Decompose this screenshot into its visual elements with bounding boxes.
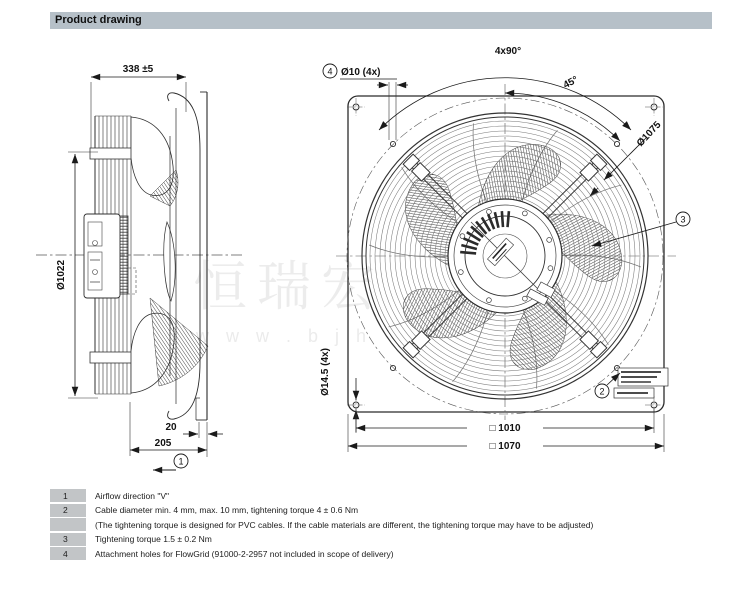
dim-flowgrid-hole-label: Ø10 (4x): [341, 67, 381, 78]
table-row: [50, 489, 712, 502]
dim-plate-offset-label: 20: [165, 422, 177, 433]
dim-pitch-circle-label: Ø1075: [634, 119, 664, 150]
note-number: 1: [50, 489, 86, 502]
notes-table: [50, 489, 712, 562]
section-title-bar: Product drawing: [50, 12, 712, 29]
callout-3-label: 3: [680, 214, 686, 225]
note-number: 4: [50, 547, 86, 560]
dim-fan-diameter-label: Ø1022: [56, 259, 67, 291]
dim-flowgrid-hole: [323, 64, 408, 140]
note-text: (The tightening torque is designed for PVC cables. If the cable materials are different, the tightening torque may have to be adjusted): [86, 518, 655, 531]
dim-hole-angle: [505, 74, 620, 141]
note-text: Airflow direction "V": [86, 489, 712, 502]
nameplate: [614, 368, 668, 398]
note-number: 3: [50, 533, 86, 546]
callout-2-label: 2: [599, 386, 605, 397]
note-text: Attachment holes for FlowGrid (91000-2-2957 not included in scope of delivery): [86, 547, 712, 560]
note-text: Tightening torque 1.5 ± 0.2 Nm: [86, 533, 712, 546]
dim-inner-square: [356, 409, 654, 434]
dim-hole-angle-label: 45°: [561, 74, 581, 92]
table-row: [50, 518, 712, 531]
callout-4-label: 4: [327, 66, 333, 77]
note-number: [50, 518, 86, 531]
watermark-url: w w w . b j h: [196, 326, 373, 346]
dim-outer-square-label: □ 1070: [489, 441, 521, 452]
front-view-drawing: [320, 46, 690, 452]
dim-depth-label: 205: [154, 438, 172, 449]
watermark-cjk: 恒瑞宏: [193, 257, 385, 317]
callout-1-airflow: [153, 454, 188, 470]
callout-1-label: 1: [178, 456, 184, 467]
table-row: [50, 504, 712, 517]
note-number: 2: [50, 504, 86, 517]
dim-plate-offset: [165, 422, 223, 457]
dim-hole-pattern-label: 4x90°: [494, 46, 522, 57]
dim-mounting-hole: [320, 348, 356, 432]
motor-hub: [448, 199, 562, 313]
note-text: Cable diameter min. 4 mm, max. 10 mm, tightening torque 4 ± 0.6 Nm: [86, 504, 712, 517]
dim-width-label: 338 ±5: [122, 64, 154, 75]
table-row: [50, 547, 712, 560]
side-view-drawing: [36, 64, 242, 470]
dim-inner-square-label: □ 1010: [489, 423, 521, 434]
table-row: [50, 533, 712, 546]
dim-mounting-hole-label: Ø14.5 (4x): [320, 348, 331, 396]
